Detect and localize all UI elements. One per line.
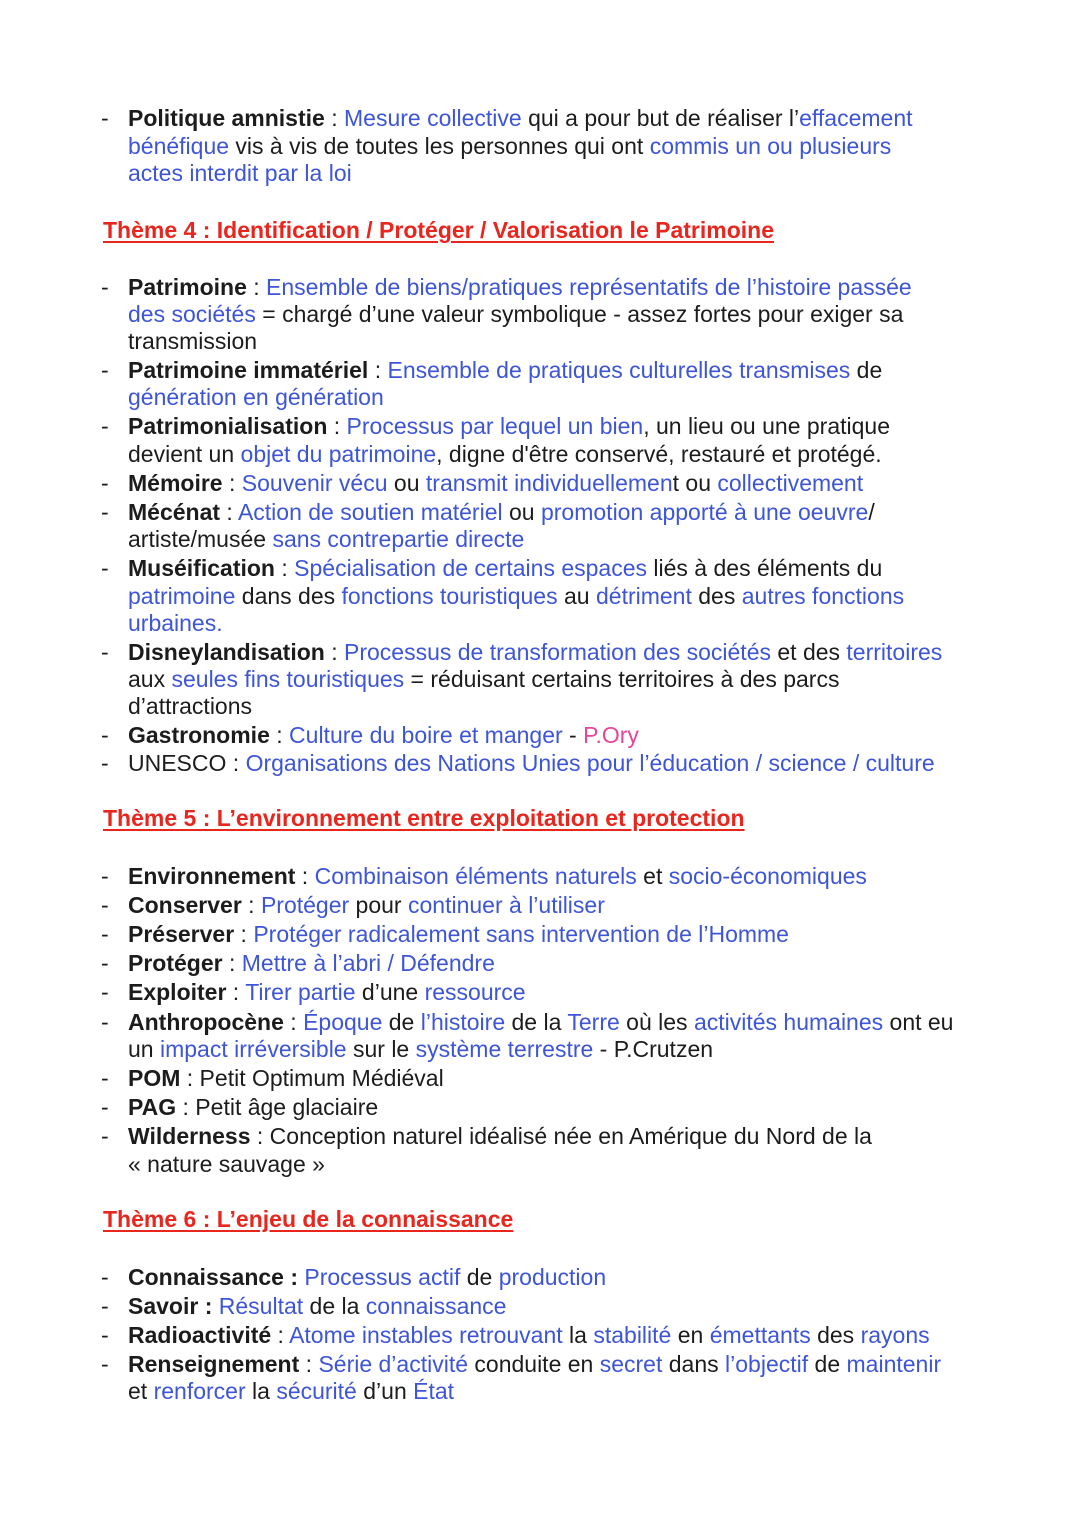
plain-text: de [382,1009,421,1035]
plain-text: la [562,1322,594,1348]
bullet-dash: - [101,1293,109,1319]
definition-line [128,383,384,411]
key-phrase: patrimoine [128,583,236,609]
plain-text: et des [770,639,847,665]
definition-line [128,1150,325,1178]
key-phrase: production [498,1264,607,1290]
plain-text: dans [662,1351,726,1377]
plain-text: et [128,1378,154,1404]
bullet-dash: - [101,1009,109,1035]
plain-text: conduite en [468,1351,600,1377]
key-phrase: émettants [709,1322,811,1348]
key-phrase: seules fins touristiques [171,666,405,692]
key-phrase: urbaines. [128,610,223,636]
bullet-dash: - [101,892,109,918]
key-phrase: l’histoire [420,1009,506,1035]
definition-line [128,469,863,497]
key-phrase: Combinaison éléments naturels [314,863,637,889]
plain-text: : [274,555,295,581]
key-phrase: autres fonctions [741,583,905,609]
bullet-dash: - [101,499,109,525]
definition-line [128,273,912,301]
plain-text: - P.Crutzen [593,1036,714,1062]
definition-line [128,498,875,526]
plain-text: devient un [128,441,241,467]
plain-text: où les [619,1009,694,1035]
term: POM [128,1065,181,1091]
term: Disneylandisation [128,639,325,665]
key-phrase: collectivement [717,470,864,496]
definition-line [128,300,903,328]
theme-heading: Thème 6 : L’enjeu de la connaissance [103,1206,514,1232]
key-phrase: Tirer partie [245,979,356,1005]
definition-line [128,949,495,977]
plain-text: UNESCO : [128,750,246,776]
plain-text: un [128,1036,160,1062]
key-phrase: Résultat [218,1293,304,1319]
definition-line [128,609,223,637]
definition-line [128,327,257,355]
definition-line [128,1292,506,1320]
plain-text: des [810,1322,861,1348]
plain-text: : [226,979,246,1005]
definition-line [128,440,882,468]
plain-text: : [324,639,344,665]
bullet-dash: - [101,1065,109,1091]
term: Patrimoine immatériel [128,357,369,383]
plain-text: d’un [356,1378,414,1404]
key-phrase: actes interdit par la loi [128,160,352,186]
bullet-dash: - [101,274,109,300]
key-phrase: Culture du boire et manger [289,722,563,748]
term: Savoir : [128,1293,213,1319]
key-phrase: Spécialisation de certains espaces [294,555,648,581]
key-phrase: rayons [860,1322,930,1348]
plain-text: : [234,921,254,947]
key-phrase: renforcer [153,1378,246,1404]
bullet-dash: - [101,1322,109,1348]
definition-line [128,721,639,749]
key-phrase: Processus par lequel un bien [346,413,644,439]
definition-line [128,978,526,1006]
plain-text: : Conception naturel idéalisé née en Amérique du Nord de la [250,1123,872,1149]
plain-text: vis à vis de toutes les personnes qui ont [229,133,650,159]
term: Patrimonialisation [128,413,328,439]
term: Environnement [128,863,296,889]
bullet-dash: - [101,413,109,439]
plain-text: : Petit âge glaciaire [176,1094,379,1120]
key-phrase: continuer à l’utiliser [408,892,605,918]
key-phrase: secret [599,1351,663,1377]
plain-text: : [324,105,344,131]
plain-text: de [808,1351,847,1377]
bullet-dash: - [101,722,109,748]
term: Préserver [128,921,235,947]
plain-text: , digne d'être conservé, restauré et protégé. [436,441,882,467]
key-phrase: Protéger [260,892,350,918]
key-phrase: système terrestre [415,1036,594,1062]
key-phrase: sécurité [276,1378,357,1404]
key-phrase: Processus de transformation des sociétés [344,639,771,665]
definition-line [128,1122,872,1150]
plain-text: ont eu [883,1009,954,1035]
key-phrase: ressource [424,979,526,1005]
definition-line [128,582,904,610]
bullet-dash: - [101,979,109,1005]
definition-line [128,1093,378,1121]
definition-line [128,1008,953,1036]
term: Anthropocène [128,1009,284,1035]
term: Protéger [128,950,223,976]
plain-text: = réduisant certains territoires à des parcs [404,666,840,692]
key-phrase: Protéger radicalement sans intervention de l’Homme [253,921,789,947]
plain-text: / [868,499,875,525]
plain-text: de [850,357,883,383]
plain-text: t ou [672,470,718,496]
plain-text: et [636,863,669,889]
author-ref: P.Ory [583,722,639,748]
key-phrase: Atome instables retrouvant [289,1322,563,1348]
key-phrase: sans contrepartie directe [272,526,525,552]
bullet-dash: - [101,555,109,581]
bullet-dash: - [101,1351,109,1377]
key-phrase: Action de soutien matériel [237,499,503,525]
key-phrase: l’objectif [725,1351,809,1377]
key-phrase: impact irréversible [159,1036,347,1062]
definition-line [128,554,882,582]
plain-text: : [327,413,347,439]
definition-line [128,692,252,720]
plain-text: liés à des éléments du [647,555,883,581]
term: Radioactivité [128,1322,272,1348]
plain-text: : [222,950,242,976]
key-phrase: bénéfique [128,133,230,159]
plain-text: sur le [346,1036,416,1062]
plain-text: : [246,274,267,300]
key-phrase: commis un ou plusieurs [649,133,892,159]
bullet-dash: - [101,921,109,947]
definition-line [128,104,913,132]
plain-text: ou [387,470,426,496]
plain-text: de [460,1264,499,1290]
plain-text: aux [128,666,172,692]
plain-text: : [271,1322,290,1348]
plain-text: - [562,722,584,748]
definition-line [128,356,882,384]
plain-text: : [283,1009,304,1035]
plain-text: : [222,470,242,496]
key-phrase: promotion apporté à une oeuvre [540,499,869,525]
plain-text: : [295,863,315,889]
plain-text: « nature sauvage » [128,1151,325,1177]
definition-line [128,1035,713,1063]
key-phrase: des sociétés [128,301,256,327]
term: Wilderness [128,1123,251,1149]
theme-heading: Thème 4 : Identification / Protéger / Valorisation le Patrimoine [103,217,774,243]
term: Exploiter [128,979,227,1005]
definition-line [128,862,867,890]
plain-text: des [691,583,742,609]
plain-text: : [220,499,238,525]
plain-text: ou [502,499,541,525]
plain-text: pour [349,892,408,918]
term: Patrimoine [128,274,247,300]
bullet-dash: - [101,357,109,383]
definition-line [128,412,890,440]
plain-text: d’attractions [128,693,253,719]
key-phrase: Processus actif [304,1264,461,1290]
plain-text: qui a pour but de réaliser l’ [521,105,800,131]
plain-text: au [557,583,596,609]
plain-text: de la [303,1293,366,1319]
plain-text: : Petit Optimum Médiéval [180,1065,444,1091]
key-phrase: État [413,1378,455,1404]
plain-text: dans des [235,583,342,609]
key-phrase: territoires [846,639,943,665]
plain-text: artiste/musée [128,526,273,552]
bullet-dash: - [101,1264,109,1290]
key-phrase: Mettre à l’abri / Défendre [241,950,495,976]
bullet-dash: - [101,639,109,665]
key-phrase: Ensemble de pratiques culturelles transmises [387,357,851,383]
key-phrase: Souvenir vécu [241,470,388,496]
definition-line [128,638,942,666]
term: Politique amnistie [128,105,325,131]
key-phrase: Organisations des Nations Unies pour l’éducation / science / culture [245,750,935,776]
key-phrase: transmit individuellemen [425,470,673,496]
term: Connaissance : [128,1264,298,1290]
plain-text: d’une [355,979,425,1005]
key-phrase: maintenir [846,1351,942,1377]
term: Mémoire [128,470,223,496]
definition-line [128,1263,606,1291]
definition-line [128,920,789,948]
plain-text: = chargé d’une valeur symbolique - assez fortes pour exiger sa [255,301,904,327]
key-phrase: Terre [567,1009,620,1035]
key-phrase: activités humaines [693,1009,884,1035]
definition-line [128,1377,454,1405]
term: Mécénat [128,499,221,525]
key-phrase: Série d’activité [318,1351,469,1377]
bullet-dash: - [101,1094,109,1120]
plain-text: transmission [128,328,258,354]
key-phrase: objet du patrimoine [240,441,437,467]
term: Gastronomie [128,722,270,748]
key-phrase: détriment [595,583,692,609]
term: Renseignement [128,1351,300,1377]
plain-text: de la [505,1009,568,1035]
definition-line [128,665,839,693]
key-phrase: Ensemble de biens/pratiques représentatifs de l’histoire passée [266,274,912,300]
plain-text: en [671,1322,710,1348]
term: PAG [128,1094,177,1120]
bullet-dash: - [101,1123,109,1149]
bullet-dash: - [101,470,109,496]
plain-text: , un lieu ou une pratique [643,413,890,439]
plain-text: la [245,1378,277,1404]
key-phrase: effacement [799,105,913,131]
definition-line [128,132,891,160]
bullet-dash: - [101,750,109,776]
plain-text: : [299,1351,319,1377]
plain-text: : [241,892,261,918]
plain-text: : [269,722,290,748]
definition-line [128,1321,930,1349]
term: Conserver [128,892,242,918]
key-phrase: socio-économiques [668,863,867,889]
key-phrase: fonctions touristiques [341,583,558,609]
key-phrase: génération en génération [128,384,384,410]
key-phrase: stabilité [593,1322,672,1348]
definition-line [128,891,605,919]
key-phrase: connaissance [365,1293,507,1319]
definition-line [128,1350,941,1378]
definition-line [128,749,935,777]
definition-line [128,159,352,187]
bullet-dash: - [101,105,109,131]
term: Muséification [128,555,275,581]
key-phrase: Mesure collective [344,105,522,131]
key-phrase: Époque [303,1009,383,1035]
definition-line [128,525,524,553]
definition-line [128,1064,444,1092]
bullet-dash: - [101,950,109,976]
bullet-dash: - [101,863,109,889]
plain-text: : [368,357,388,383]
theme-heading: Thème 5 : L’environnement entre exploitation et protection [103,805,745,831]
